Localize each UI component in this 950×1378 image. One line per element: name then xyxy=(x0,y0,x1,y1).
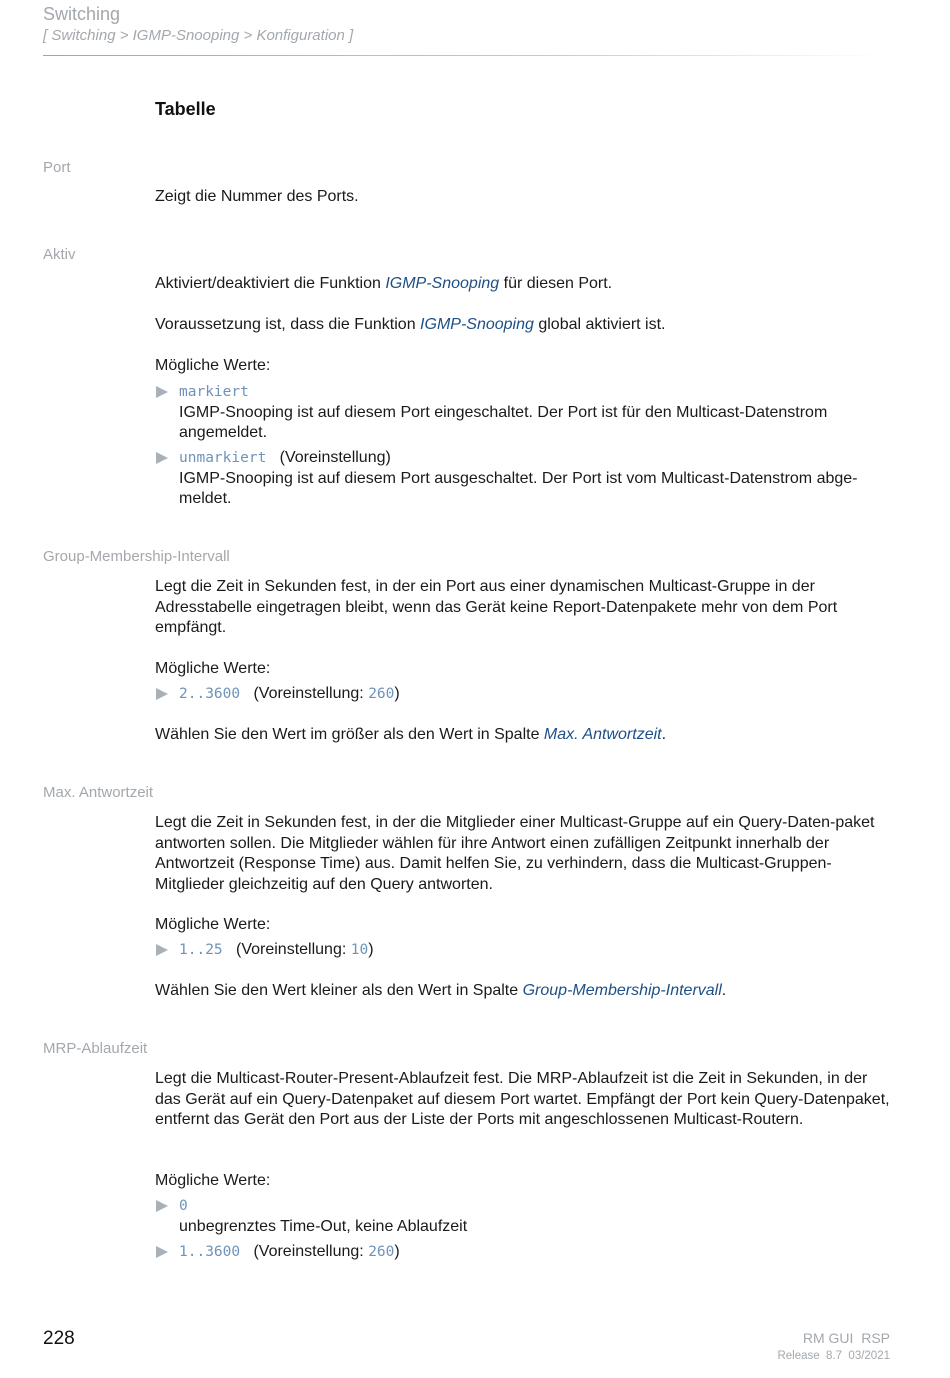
triangle-bullet-icon xyxy=(155,940,169,960)
link-group-membership-intervall[interactable]: Group-Membership-Intervall xyxy=(522,982,722,999)
possible-values-label: Mögliche Werte: xyxy=(155,1172,271,1189)
field-label-mrp-ablaufzeit: MRP-Ablaufzeit xyxy=(43,1040,148,1057)
triangle-bullet-icon xyxy=(155,448,169,468)
list-item xyxy=(155,448,895,510)
value-code: 0 xyxy=(179,1198,188,1214)
value-code: markiert xyxy=(179,384,249,400)
field-desc-mrt: Legt die Zeit in Sekunden fest, in der die Mitglieder einer Multicast-Gruppe auf ein Query-Daten-paket antworten sollen. Die Mitglieder wählen für ihre Antwort einen zufälligen Zeitpunkt innerhalb der Antwortzeit (Response Time) aus. Damit helfen Sie, zu verhindern, dass die Multicast-Gruppen-Mitglieder gleichzeitig auf den Query antworten. xyxy=(155,814,875,893)
field-hint-gmi: Wählen Sie den Wert im größer als den Wert in Spalte Max. Antwortzeit. xyxy=(155,726,667,743)
value-range: 1..3600 xyxy=(179,1244,241,1260)
page-header-title: Switching xyxy=(43,4,121,24)
field-desc-gmi: Legt die Zeit in Sekunden fest, in der ein Port aus einer dynamischen Multicast-Gruppe in der Adresstabelle eingetragen bleibt, wenn das Gerät keine Report-Datenpakete mehr von dem Port empfängt. xyxy=(155,578,838,636)
triangle-bullet-icon xyxy=(155,382,169,402)
value-desc: unbegrenztes Time-Out, keine Ablaufzeit xyxy=(179,1217,468,1235)
list-item xyxy=(155,382,895,444)
header-divider xyxy=(43,55,883,56)
triangle-bullet-icon xyxy=(155,1196,169,1216)
field-label-max-antwortzeit: Max. Antwortzeit xyxy=(43,784,154,801)
possible-values-label: Mögliche Werte: xyxy=(155,916,271,933)
value-range: 2..3600 xyxy=(179,686,241,702)
list-item: 1..3600 (Voreinstellung: 260) xyxy=(155,1242,895,1263)
default-note: (Voreinstellung) xyxy=(279,449,391,466)
section-title: Tabelle xyxy=(155,99,216,119)
value-code: unmarkiert xyxy=(179,450,267,466)
list-item: 2..3600 (Voreinstellung: 260) xyxy=(155,684,895,705)
default-value: 260 xyxy=(368,686,395,702)
page-number: 228 xyxy=(43,1328,75,1349)
field-desc-mrp: Legt die Multicast-Router-Present-Ablaufzeit fest. Die MRP-Ablaufzeit ist die Zeit in Sekunden, in der das Gerät auf ein Query-Datenpaket auf diesem Port wartet. Empfängt der Port kein Query-Datenpaket, entfernt das Gerät den Port aus der Liste der Ports mit angeschlossenen Multicast-Routern. xyxy=(155,1070,890,1128)
triangle-bullet-icon xyxy=(155,1242,169,1262)
field-hint-mrt: Wählen Sie den Wert kleiner als den Wert in Spalte Group-Membership-Intervall. xyxy=(155,982,727,999)
field-label-port: Port xyxy=(43,159,71,176)
triangle-bullet-icon xyxy=(155,684,169,704)
value-range: 1..25 xyxy=(179,942,223,958)
breadcrumb: [ Switching > IGMP-Snooping > Konfiguration ] xyxy=(43,27,354,44)
footer-release: Release 8.7 03/2021 xyxy=(777,1350,890,1362)
value-desc: IGMP-Snooping ist auf diesem Port ausgeschaltet. Der Port ist vom Multicast-Datenstrom abge-meldet. xyxy=(179,469,858,507)
field-desc-aktiv-2: Voraussetzung ist, dass die Funktion IGMP-Snooping global aktiviert ist. xyxy=(155,316,666,333)
default-value: 260 xyxy=(368,1244,395,1260)
possible-values-label: Mögliche Werte: xyxy=(155,357,271,374)
link-max-antwortzeit[interactable]: Max. Antwortzeit xyxy=(543,726,662,743)
field-desc-aktiv-1: Aktiviert/deaktiviert die Funktion IGMP-Snooping für diesen Port. xyxy=(155,275,613,292)
default-value: 10 xyxy=(350,942,369,958)
possible-values-label: Mögliche Werte: xyxy=(155,660,271,677)
list-item: 1..25 (Voreinstellung: 10) xyxy=(155,940,895,961)
link-igmp-snooping[interactable]: IGMP-Snooping xyxy=(385,275,500,292)
link-igmp-snooping-global[interactable]: IGMP-Snooping xyxy=(420,316,534,333)
value-desc: IGMP-Snooping ist auf diesem Port eingeschaltet. Der Port ist für den Multicast-Datenstrom angemeldet. xyxy=(179,403,828,441)
field-label-aktiv: Aktiv xyxy=(43,246,76,263)
field-desc-port: Zeigt die Nummer des Ports. xyxy=(155,188,359,205)
field-label-group-membership-intervall: Group-Membership-Intervall xyxy=(43,548,230,565)
footer-doc-title: RM GUI RSP xyxy=(802,1330,890,1346)
list-item xyxy=(155,1196,895,1237)
